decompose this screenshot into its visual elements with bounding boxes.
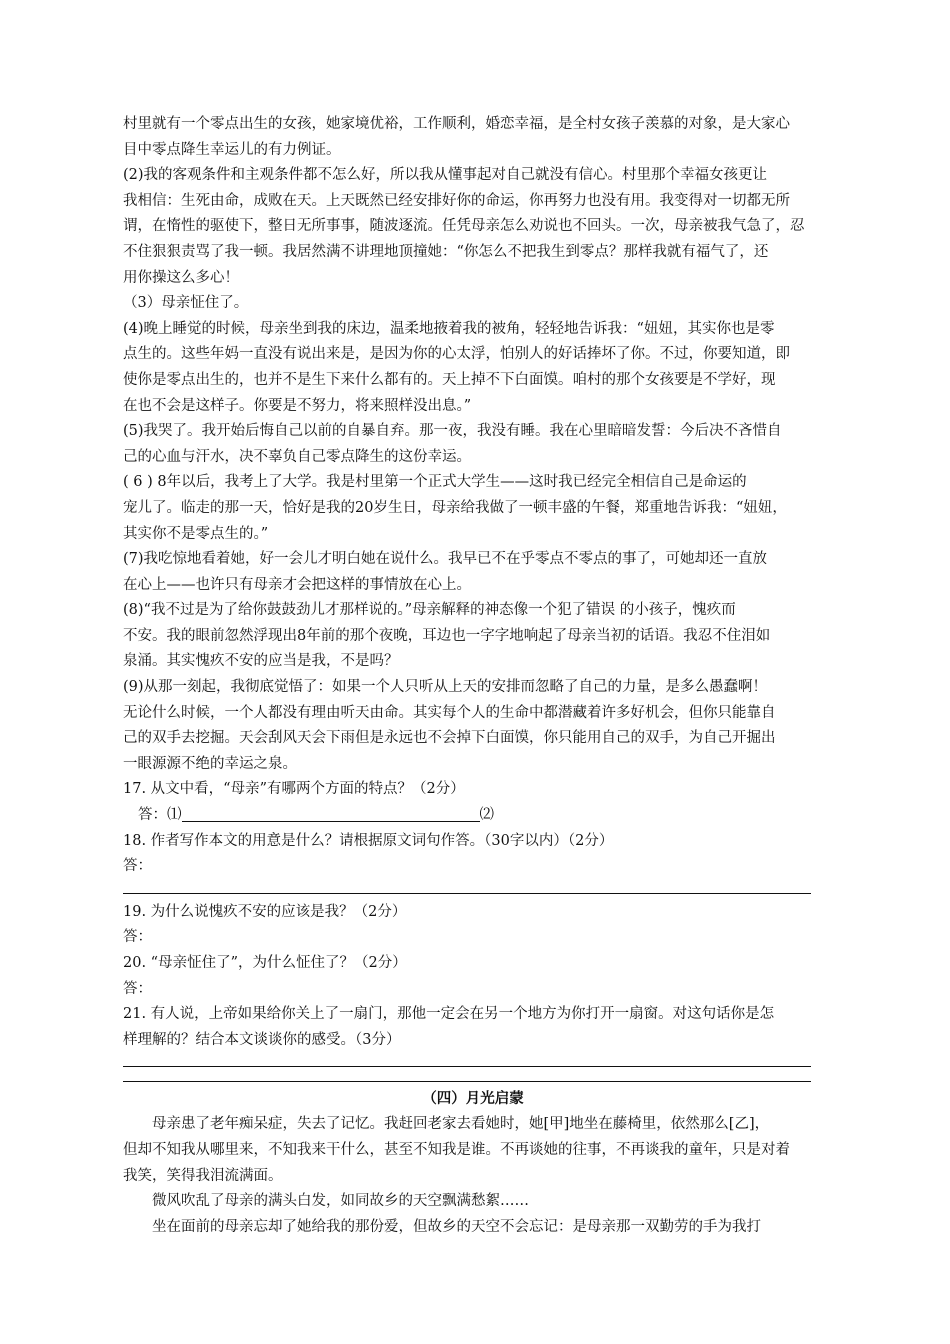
spacer	[123, 1067, 823, 1081]
answer-row-17	[123, 803, 823, 829]
answer-line[interactable]	[123, 1053, 811, 1067]
answer-line[interactable]	[123, 880, 811, 894]
answer-blank-1[interactable]	[182, 805, 480, 822]
passage-line: 己的双手去挖掘。天会刮风天会下雨但是永远也不会掉下白面馍，你只能用自己的双手，为自己开掘出	[123, 730, 776, 747]
passage-line: (9)从那一刻起，我彻底觉悟了：如果一个人只听从上天的安排而忽略了自己的力量，是多么愚蠢啊！	[123, 679, 768, 696]
exam-page	[123, 112, 823, 1240]
question-text: 样理解的？结合本文谈谈你的感受。（3分）	[123, 1031, 401, 1048]
question-text: 21. 有人说，上帝如果给你关上了一扇门，那他一定会在另一个地方为你打开一扇窗。对这句话你是怎	[123, 1006, 775, 1023]
passage-line: 微风吹乱了母亲的满头白发，如同故乡的天空飘满愁絮……	[152, 1193, 529, 1210]
section-title: （四）月光启蒙	[422, 1091, 524, 1108]
passage-line: 母亲患了老年痴呆症，失去了记忆。我赶回老家去看她时，她[甲]地坐在藤椅里，依然那么[乙]，	[152, 1116, 770, 1133]
answer-line[interactable]	[123, 1081, 811, 1082]
passage-line: 用你操这么多心！	[123, 269, 239, 286]
passage-line: 在心上——也许只有母亲才会把这样的事情放在心上。	[123, 576, 471, 593]
passage-line: (4)晚上睡觉的时候，母亲坐到我的床边，温柔地掖着我的被角，轻轻地告诉我：“妞妞，其实你也是零	[123, 320, 775, 337]
passage-line: 无论什么时候，一个人都没有理由听天由命。其实每个人的生命中都潜藏着许多好机会，但你只能靠自	[123, 704, 776, 721]
passage-line: (8)“我不过是为了给你鼓鼓劲儿才那样说的。”母亲解释的神态像一个犯了错误 的小孩子，愧疚而	[123, 602, 736, 619]
passage-line: ( 6 ) 8年以后，我考上了大学。我是村里第一个正式大学生——这时我已经完全相信自己是命运的	[123, 474, 747, 491]
question-text: 17. 从文中看，“母亲”有哪两个方面的特点？（2分）	[123, 781, 465, 798]
question-20	[123, 951, 823, 1002]
answer-label: 答：	[123, 980, 152, 997]
passage-line: 不住狠狠责骂了我一顿。我居然满不讲理地顶撞她：“你怎么不把我生到零点？那样我就有福气了，还	[123, 243, 769, 260]
answer-label: 答：	[123, 929, 152, 946]
passage-line: 己的心血与汗水，决不辜负自己零点降生的这份幸运。	[123, 448, 471, 465]
passage-line: 其实你不是零点生的。”	[123, 525, 269, 542]
question-19	[123, 900, 823, 951]
section-4-body	[123, 1112, 823, 1240]
answer-label: ⑵	[479, 807, 494, 824]
passage-line: 在也不会是这样子。你要是不努力，将来照样没出息。”	[123, 397, 472, 414]
passage-line: (7)我吃惊地看着她，好一会儿才明白她在说什么。我早已不在乎零点不零点的事了，可她却还一直放	[123, 551, 768, 568]
passage-line: 但却不知我从哪里来，不知我来干什么，甚至不知我是谁。不再谈她的往事，不再谈我的童年，只是对着	[123, 1141, 790, 1158]
answer-label: 答：⑴	[138, 807, 182, 824]
question-text: 20. “母亲怔住了”，为什么怔住了？（2分）	[123, 955, 407, 971]
passage-line: 坐在面前的母亲忘却了她给我的那份爱，但故乡的天空不会忘记：是母亲那一双勤劳的手为我打	[152, 1218, 761, 1235]
passage-line: 泉涌。其实愧疚不安的应当是我，不是吗？	[123, 653, 399, 670]
passage-line: 宠儿了。临走的那一天，恰好是我的20岁生日，母亲给我做了一顿丰盛的午餐，郑重地告诉我：“妞妞，	[123, 499, 787, 516]
passage-line: 目中零点降生幸运儿的有力例证。	[123, 141, 341, 158]
passage-line: 一眼源源不绝的幸运之泉。	[123, 755, 297, 772]
passage-line: 点生的。这些年妈一直没有说出来是，是因为你的心太浮，怕别人的好话捧坏了你。不过，你要知道，即	[123, 346, 790, 363]
passage-line: 使你是零点出生的，也并不是生下来什么都有的。天上掉不下白面馍。咱村的那个女孩要是不学好，现	[123, 371, 776, 388]
question-18	[123, 829, 823, 894]
question-text: 19. 为什么说愧疚不安的应该是我？（2分）	[123, 903, 407, 920]
passage-line: 不安。我的眼前忽然浮现出8年前的那个夜晚，耳边也一字字地响起了母亲当初的话语。我忍不住泪如	[123, 627, 771, 644]
passage-line: 我笑，笑得我泪流满面。	[123, 1167, 283, 1184]
answer-label: 答：	[123, 858, 152, 875]
passage-line: (2)我的客观条件和主观条件都不怎么好，所以我从懂事起对自己就没有信心。村里那个幸福女孩更让	[123, 167, 768, 184]
passage-line: 村里就有一个零点出生的女孩，她家境优裕，工作顺利，婚恋幸福，是全村女孩子羡慕的对象，是大家心	[123, 116, 790, 132]
passage-line: 我相信：生死由命，成败在天。上天既然已经安排好你的命运，你再努力也没有用。我变得对一切都无所	[123, 192, 790, 209]
question-text: 18. 作者写作本文的用意是什么？请根据原文词句作答。（30字以内）（2分）	[123, 832, 614, 849]
passage-line: 谓，在惰性的驱使下，整日无所事事，随波逐流。任凭母亲怎么劝说也不回头。一次，母亲被我气急了，忍	[123, 218, 805, 235]
passage-body	[123, 112, 823, 777]
passage-line: （3）母亲怔住了。	[123, 295, 249, 312]
passage-line: (5)我哭了。我开始后悔自己以前的自暴自弃。那一夜，我没有睡。我在心里暗暗发誓：今后决不吝惜自	[123, 423, 782, 440]
question-21	[123, 1002, 823, 1082]
question-17	[123, 777, 823, 828]
